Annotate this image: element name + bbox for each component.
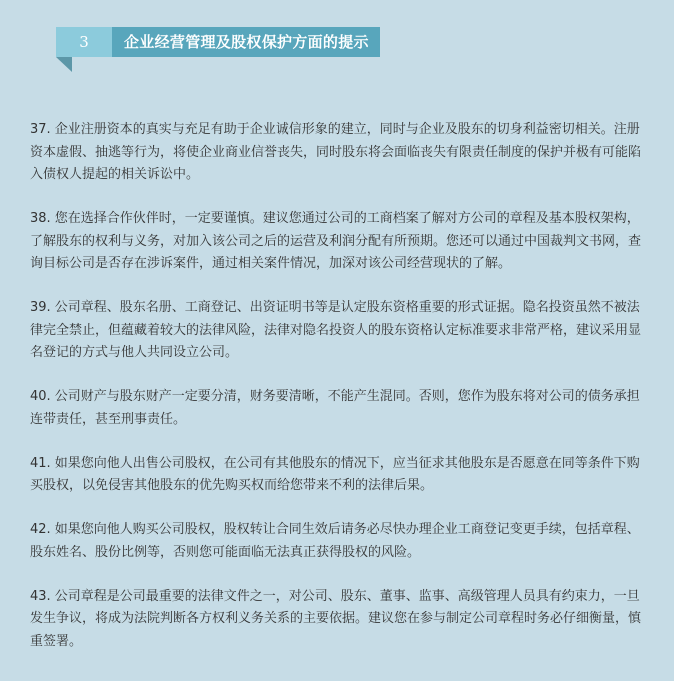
tips-content: [30, 119, 642, 675]
tip-paragraph: 41. 如果您向他人出售公司股权，在公司有其他股东的情况下，应当征求其他股东是否愿意在同等条件下购买股权，以免侵害其他股东的优先购买权而给您带来不利的法律后果。: [30, 455, 640, 493]
tip-paragraph: 42. 如果您向他人购买公司股权，股权转让合同生效后请务必尽快办理企业工商登记变更手续，包括章程、股东姓名、股份比例等，否则您可能面临无法真正获得股权的风险。: [30, 522, 640, 560]
tip-paragraph: 43. 公司章程是公司最重要的法律文件之一，对公司、股东、董事、监事、高级管理人员具有约束力，一旦发生争议，将成为法院判断各方权利义务关系的主要依据。建议您在参与制定公司章程时务必仔细衡量，慎重签署。: [30, 588, 642, 649]
section-number: 3: [56, 27, 112, 57]
section-title: 企业经营管理及股权保护方面的提示: [112, 27, 380, 57]
tip-paragraph: 39. 公司章程、股东名册、工商登记、出资证明书等是认定股东资格重要的形式证据。隐名投资虽然不被法律完全禁止，但蕴藏着较大的法律风险，法律对隐名投资人的股东资格认定标准要求非常严格，建议采用显名登记的方式与他人共同设立公司。: [30, 300, 642, 360]
tip-paragraph: 38. 您在选择合作伙伴时，一定要谨慎。建议您通过公司的工商档案了解对方公司的章程及基本股权架构，了解股东的权利与义务，对加入该公司之后的运营及利润分配有所预期。您还可以通过中国裁判文书网，查询目标公司是否存在涉诉案件，通过相关案件情况，加深对该公司经营现状的了解。: [30, 211, 642, 271]
section-header: [56, 27, 380, 57]
tip-paragraph: 37. 企业注册资本的真实与充足有助于企业诚信形象的建立，同时与企业及股东的切身利益密切相关。注册资本虚假、抽逃等行为，将使企业商业信誉丧失，同时股东将会面临丧失有限责任制度的保护并极有可能陷入债权人提起的相关诉讼中。: [30, 122, 642, 182]
tip-paragraph: 40. 公司财产与股东财产一定要分清，财务要清晰，不能产生混同。否则，您作为股东将对公司的债务承担连带责任，甚至刑事责任。: [30, 389, 640, 427]
ribbon-fold: [56, 57, 72, 72]
